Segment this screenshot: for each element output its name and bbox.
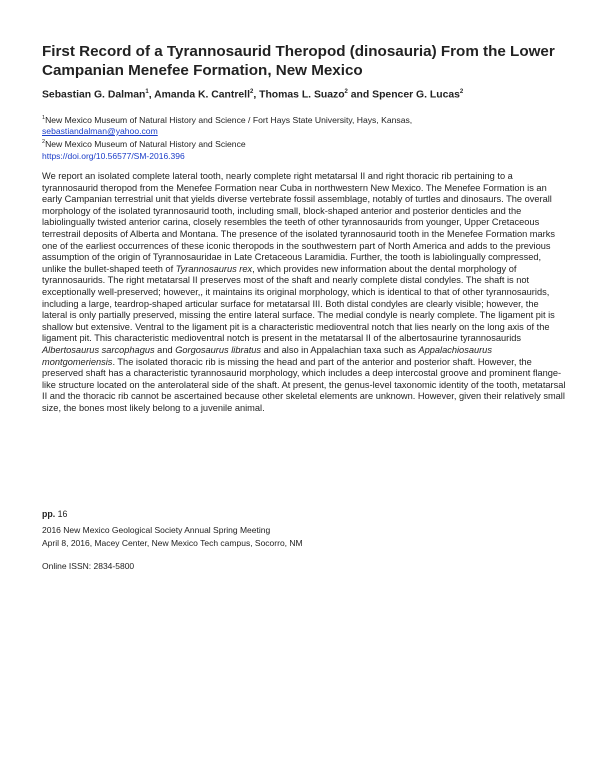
affiliation-text: New Mexico Museum of Natural History and Science / Fort Hays State University, Hays, Kansas, <box>45 114 413 125</box>
abstract-segment: and <box>154 344 176 355</box>
author-name: Thomas L. Suazo <box>259 89 345 101</box>
author-separator: , <box>148 89 155 101</box>
taxon-name: Appalachiosaurus montgomeriensis <box>42 344 492 367</box>
pages-label: pp. <box>42 509 56 519</box>
author-affiliation-marker: 2 <box>344 89 348 95</box>
abstract-segment: and also in Appalachian taxa such as <box>261 344 419 355</box>
paper-title: First Record of a Tyrannosaurid Theropod (dinosauria) From the Lower Campanian Menefee Formation, New Mexico <box>42 43 555 79</box>
abstract-segment: . The isolated thoracic rib is missing the head and part of the anterior and posterior shaft. However, the preserved shaft has a characteristic tyrannosaurid morphology, which includes a deep intercostal groove and prominent flange-like structure located on the anterolateral side of the shaft. At present, the genus-level taxonomic identity of the tooth, metatarsal II and the thoracic rib cannot be ascertained because other skeletal elements are unknown. However, given their relatively small size, the bones most likely belong to a juvenile animal. <box>42 356 566 413</box>
taxon-name: Albertosaurus sarcophagus <box>42 344 155 355</box>
author-affiliation-marker: 1 <box>145 89 149 95</box>
author-affiliation-marker: 2 <box>459 89 464 95</box>
author-name: Sebastian G. Dalman <box>42 89 146 101</box>
author-affiliation-marker: 2 <box>249 89 254 95</box>
author-name: Spencer G. Lucas <box>372 89 460 101</box>
affiliation-1 <box>42 113 562 137</box>
issn: Online ISSN: 2834-5800 <box>42 561 135 571</box>
author-separator: and <box>347 89 373 101</box>
author-separator: , <box>253 89 260 101</box>
taxon-name: Tyrannosaurus rex <box>175 263 253 274</box>
page-range <box>42 509 67 519</box>
meeting-date-location: April 8, 2016, Macey Center, New Mexico Tech campus, Socorro, NM <box>42 538 303 548</box>
affiliation-2 <box>42 137 562 150</box>
doi-link[interactable]: https://doi.org/10.56577/SM-2016.396 <box>42 151 185 161</box>
pages-value: 16 <box>57 509 68 519</box>
abstract-text <box>42 171 566 414</box>
abstract-segment: , which provides new information about the dental morphology of tyrannosaurids. The right metatarsal II preserves most of the shaft and nearly complete distal condyles. The shaft is not exceptionally well-preserved; however,, it maintains its original morphology, which is identical to that of other tyrannosaurids, including a large, teardrop-shaped articular surface for metatarsal III. Both distal condyles are clearly visible; however, the lateral is only partially preserved, missing the entire lateral surface. The medial condyle is nearly complete. The ligament pit is shallow but extensive. Ventral to the ligament pit is a characteristic medioventral notch that lies nearly on the long axis of the ligament pit. This characteristic medioventral notch is present in the metatarsal II of the albertosaurine tyrannosaurids <box>42 263 555 344</box>
meeting-name: 2016 New Mexico Geological Society Annual Spring Meeting <box>42 525 271 535</box>
affiliation-number: 1 <box>42 115 46 121</box>
affiliation-text: New Mexico Museum of Natural History and Science <box>45 138 246 149</box>
abstract-segment: We report an isolated complete lateral tooth, nearly complete right metatarsal II and right thoracic rib pertaining to a tyrannosaurid theropod from the Menefee Formation near Cuba in northwestern New Mexico. The Menefee Formation is an early Campanian terrestrial unit that yields diverse vertebrate fossil assemblage, notably of turtles and dinosaurs. The overall morphology of the isolated tyrannosaurid tooth, including small, block-shaped anterior and posterior denticles and the labiolingually twisted anterior carina, closely resembles the teeth of other tyrannosaurids from younger, Upper Cretaceous terrestrail deposits of Alberta and Montana. The presence of the isolated tyrannosaurid tooth in the Menefee Formation marks one of the earliest occurrences of these iconic theropods in the southwestern part of North America and adds to the previous assumption of the origin of Tyrannosauridae in Late Cretaceous Laramidia. Further, the tooth is labiolingually compressed, unlike the bullet-shaped teeth of <box>42 171 555 274</box>
author-list <box>42 89 562 100</box>
affiliation-number: 2 <box>42 139 46 145</box>
taxon-name: Gorgosaurus libratus <box>175 344 262 355</box>
author-email-link[interactable]: sebastiandalman@yahoo.com <box>42 125 158 136</box>
author-name: Amanda K. Cantrell <box>154 89 250 101</box>
